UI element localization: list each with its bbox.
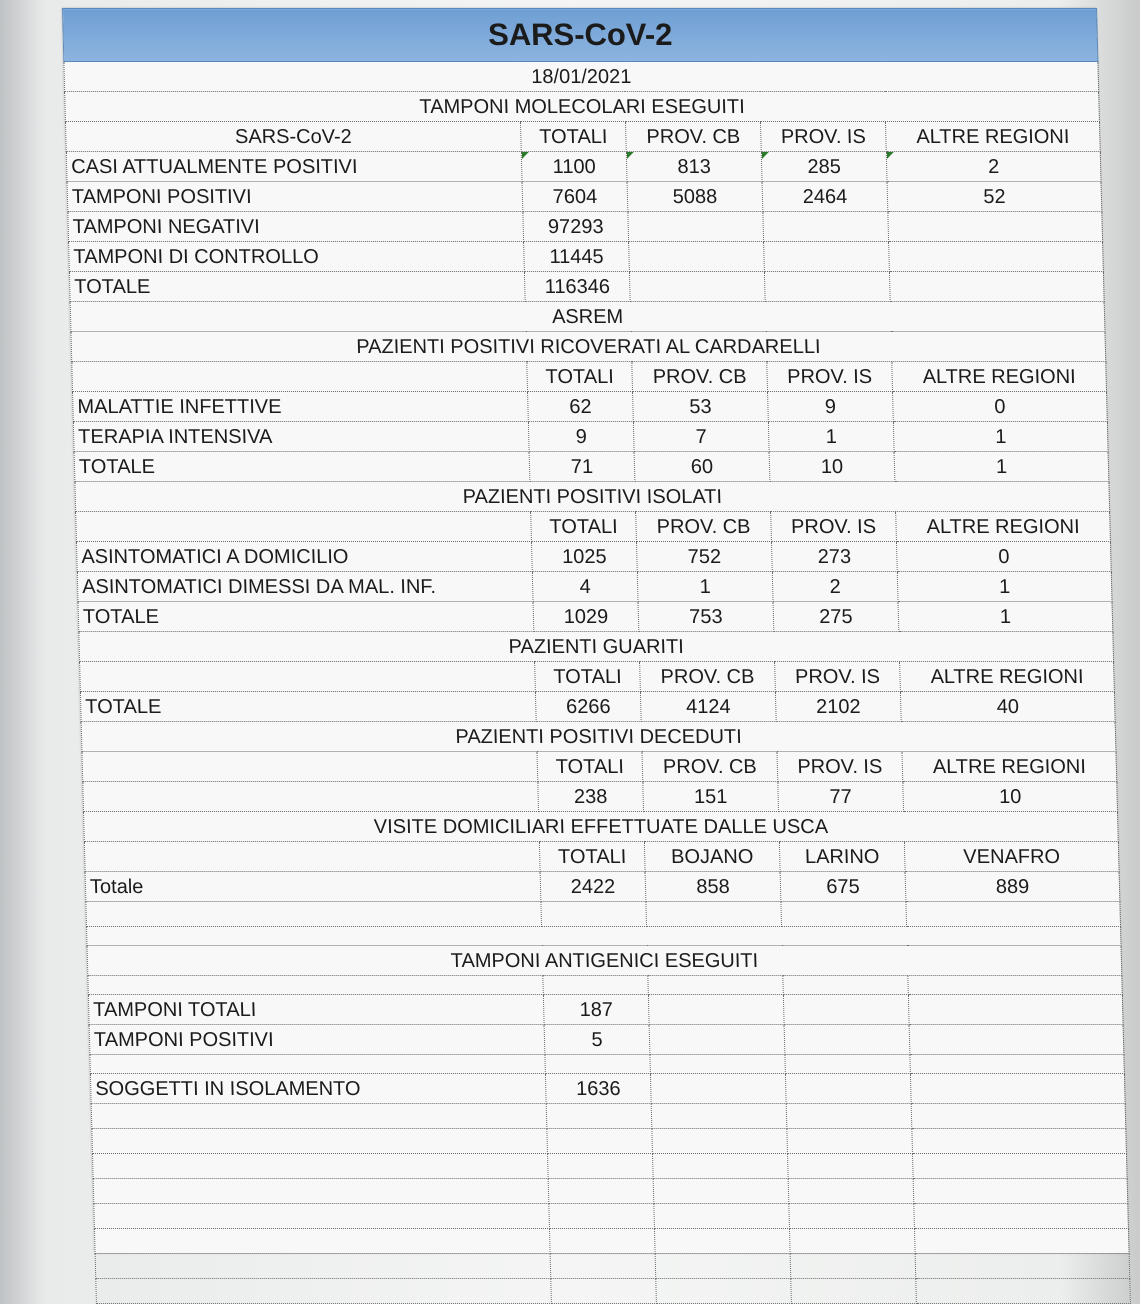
header-cell[interactable]: TOTALI <box>537 752 643 782</box>
row-label[interactable]: TAMPONI POSITIVI <box>67 182 523 212</box>
header-cell[interactable]: ALTRE REGIONI <box>902 752 1117 782</box>
table-row <box>89 1025 1124 1055</box>
header-cell[interactable]: TOTALI <box>531 512 637 542</box>
value-cell[interactable]: 1029 <box>533 602 639 632</box>
isolati-header-row <box>76 512 1111 542</box>
value-cell[interactable]: 1 <box>893 422 1108 452</box>
empty-row <box>90 1055 1125 1074</box>
cardarelli-heading[interactable]: PAZIENTI POSITIVI RICOVERATI AL CARDARELLI <box>71 332 1106 362</box>
empty-cell[interactable] <box>96 1279 552 1304</box>
empty-cell[interactable] <box>786 1104 912 1129</box>
header-cell[interactable]: PROV. CB <box>625 122 761 152</box>
value-cell[interactable]: 116346 <box>524 272 630 302</box>
header-cell[interactable]: ALTRE REGIONI <box>892 362 1107 392</box>
guariti-header-row <box>80 662 1115 692</box>
empty-cell[interactable] <box>910 1074 1125 1104</box>
value-cell[interactable] <box>764 272 890 302</box>
empty-cell[interactable] <box>87 927 1122 946</box>
empty-cell[interactable] <box>912 1129 1127 1154</box>
header-cell[interactable]: BOJANO <box>644 842 780 872</box>
empty-cell[interactable] <box>547 1154 653 1179</box>
empty-cell[interactable] <box>915 1254 1130 1279</box>
table-row <box>68 212 1103 242</box>
empty-cell[interactable] <box>783 976 908 995</box>
empty-cell[interactable] <box>910 1055 1125 1074</box>
empty-cell[interactable] <box>788 1179 914 1204</box>
empty-cell[interactable] <box>653 1179 789 1204</box>
value-cell[interactable]: 813 <box>626 152 762 182</box>
value-cell[interactable]: 187 <box>543 995 649 1025</box>
value-cell[interactable] <box>629 272 765 302</box>
empty-cell[interactable] <box>547 1129 653 1154</box>
usca-header-row <box>84 842 1119 872</box>
table-row <box>73 392 1108 422</box>
empty-cell[interactable] <box>545 1055 650 1074</box>
empty-cell[interactable] <box>651 1104 787 1129</box>
empty-row <box>94 1229 1129 1254</box>
empty-cell[interactable] <box>784 1025 910 1055</box>
empty-cell[interactable] <box>650 1055 785 1074</box>
table-row <box>66 152 1101 182</box>
header-cell[interactable] <box>72 362 528 392</box>
header-cell[interactable]: TOTALI <box>535 662 641 692</box>
sars-cov2-report-table <box>62 8 1131 1304</box>
empty-cell[interactable] <box>652 1129 788 1154</box>
empty-row <box>94 1204 1129 1229</box>
molecolari-heading[interactable]: TAMPONI MOLECOLARI ESEGUITI <box>65 92 1100 122</box>
table-row <box>88 995 1123 1025</box>
header-cell[interactable]: TOTALI <box>527 362 633 392</box>
value-cell[interactable]: 753 <box>638 602 774 632</box>
empty-cell[interactable] <box>914 1229 1129 1254</box>
empty-cell[interactable] <box>908 995 1123 1025</box>
value-cell[interactable]: 2464 <box>762 182 888 212</box>
value-cell[interactable] <box>888 212 1103 242</box>
header-cell[interactable]: PROV. IS <box>767 362 893 392</box>
row-label[interactable]: TOTALE <box>69 272 525 302</box>
usca-heading[interactable]: VISITE DOMICILIARI EFFETTUATE DALLE USCA <box>84 812 1119 842</box>
empty-cell[interactable] <box>655 1254 791 1279</box>
empty-cell[interactable] <box>93 1179 549 1204</box>
header-cell[interactable]: PROV. CB <box>640 662 776 692</box>
value-cell[interactable]: 7604 <box>522 182 628 212</box>
value-cell[interactable]: 1 <box>894 452 1109 482</box>
row-label[interactable]: MALATTIE INFETTIVE <box>73 392 529 422</box>
empty-cell[interactable] <box>908 976 1123 995</box>
header-cell[interactable]: ALTRE REGIONI <box>896 512 1111 542</box>
value-cell[interactable]: 6266 <box>535 692 641 722</box>
report-date[interactable]: 18/01/2021 <box>64 62 1099 92</box>
value-cell[interactable]: 10 <box>769 452 895 482</box>
empty-cell[interactable] <box>785 1074 911 1104</box>
header-cell[interactable]: PROV. IS <box>777 752 903 782</box>
value-cell[interactable] <box>764 242 890 272</box>
row-label[interactable]: TAMPONI NEGATIVI <box>68 212 524 242</box>
table-row <box>74 452 1109 482</box>
value-cell[interactable]: 11445 <box>524 242 630 272</box>
row-label[interactable]: TAMPONI DI CONTROLLO <box>69 242 525 272</box>
empty-cell[interactable] <box>88 976 543 995</box>
empty-cell[interactable] <box>911 1104 1126 1129</box>
empty-cell[interactable] <box>913 1179 1128 1204</box>
empty-cell[interactable] <box>656 1279 792 1304</box>
empty-cell[interactable] <box>791 1279 917 1304</box>
header-cell[interactable]: PROV. CB <box>636 512 772 542</box>
row-label[interactable]: TERAPIA INTENSIVA <box>73 422 529 452</box>
empty-cell[interactable] <box>91 1104 547 1129</box>
guariti-heading[interactable]: PAZIENTI GUARITI <box>79 632 1114 662</box>
table-row <box>77 572 1112 602</box>
empty-cell[interactable] <box>92 1129 548 1154</box>
value-cell[interactable]: 5088 <box>627 182 763 212</box>
empty-cell[interactable] <box>909 1025 1124 1055</box>
value-cell[interactable] <box>629 242 765 272</box>
empty-cell[interactable] <box>916 1279 1131 1304</box>
empty-cell[interactable] <box>86 902 542 927</box>
value-cell[interactable] <box>763 212 889 242</box>
empty-cell[interactable] <box>649 1025 785 1055</box>
header-cell[interactable]: SARS-CoV-2 <box>65 122 521 152</box>
asrem-label[interactable]: ASREM <box>70 302 1105 332</box>
value-cell[interactable]: 52 <box>887 182 1102 212</box>
value-cell[interactable]: 1025 <box>531 542 637 572</box>
empty-cell[interactable] <box>906 902 1121 927</box>
cardarelli-header-row <box>72 362 1107 392</box>
spreadsheet <box>62 8 1129 1253</box>
header-cell[interactable]: TOTALI <box>539 842 645 872</box>
value-cell[interactable] <box>889 272 1104 302</box>
empty-row <box>87 927 1122 946</box>
header-cell[interactable]: PROV. IS <box>760 122 886 152</box>
empty-cell[interactable] <box>550 1254 656 1279</box>
value-cell[interactable]: 9 <box>768 392 894 422</box>
empty-row <box>93 1179 1128 1204</box>
table-row <box>69 242 1104 272</box>
deceduti-heading[interactable]: PAZIENTI POSITIVI DECEDUTI <box>81 722 1116 752</box>
header-cell[interactable] <box>76 512 532 542</box>
empty-row <box>86 902 1121 927</box>
isolati-heading[interactable]: PAZIENTI POSITIVI ISOLATI <box>75 482 1110 512</box>
empty-cell[interactable] <box>546 1104 652 1129</box>
antigenici-heading[interactable]: TAMPONI ANTIGENICI ESEGUITI <box>87 946 1122 976</box>
row-label[interactable]: SOGGETTI IN ISOLAMENTO <box>90 1074 546 1104</box>
value-cell[interactable]: 4124 <box>640 692 776 722</box>
empty-cell[interactable] <box>646 902 782 927</box>
value-cell[interactable]: 2102 <box>775 692 901 722</box>
value-cell[interactable]: 77 <box>778 782 904 812</box>
value-cell[interactable]: 7 <box>633 422 769 452</box>
table-row <box>67 182 1102 212</box>
value-cell[interactable]: 1 <box>637 572 773 602</box>
report-title[interactable]: SARS-CoV-2 <box>63 9 1098 62</box>
table-row <box>73 422 1108 452</box>
value-cell[interactable]: 752 <box>636 542 772 572</box>
header-cell[interactable]: PROV. IS <box>775 662 901 692</box>
empty-cell[interactable] <box>787 1154 913 1179</box>
row-label[interactable]: ASINTOMATICI A DOMICILIO <box>76 542 532 572</box>
empty-row <box>92 1154 1127 1179</box>
value-cell[interactable]: 273 <box>771 542 897 572</box>
empty-cell[interactable] <box>549 1229 655 1254</box>
empty-cell[interactable] <box>789 1229 915 1254</box>
value-cell[interactable] <box>889 242 1104 272</box>
empty-cell[interactable] <box>781 902 907 927</box>
value-cell[interactable]: 889 <box>905 872 1120 902</box>
table-row <box>80 692 1115 722</box>
header-cell[interactable]: PROV. CB <box>642 752 778 782</box>
value-cell[interactable]: 275 <box>773 602 899 632</box>
value-cell[interactable]: 2 <box>772 572 898 602</box>
table-row <box>83 782 1118 812</box>
value-cell[interactable]: 1 <box>897 572 1112 602</box>
row-label[interactable]: TOTALE <box>78 602 534 632</box>
header-cell[interactable]: PROV. CB <box>632 362 768 392</box>
value-cell[interactable]: 858 <box>645 872 781 902</box>
header-cell[interactable]: ALTRE REGIONI <box>900 662 1115 692</box>
row-label[interactable]: Totale <box>85 872 541 902</box>
empty-cell[interactable] <box>541 902 647 927</box>
empty-cell[interactable] <box>648 976 783 995</box>
row-label[interactable]: CASI ATTUALMENTE POSITIVI <box>66 152 522 182</box>
empty-row <box>96 1279 1131 1304</box>
value-cell[interactable]: 53 <box>633 392 769 422</box>
empty-row <box>88 976 1123 995</box>
value-cell[interactable]: 238 <box>538 782 644 812</box>
empty-cell[interactable] <box>549 1204 655 1229</box>
header-cell[interactable] <box>84 842 540 872</box>
value-cell[interactable]: 62 <box>528 392 634 422</box>
empty-cell[interactable] <box>654 1229 790 1254</box>
value-cell[interactable]: 2 <box>886 152 1101 182</box>
empty-cell[interactable] <box>912 1154 1127 1179</box>
header-cell[interactable]: LARINO <box>779 842 905 872</box>
header-cell[interactable]: TOTALI <box>520 122 626 152</box>
value-cell[interactable]: 40 <box>900 692 1115 722</box>
value-cell[interactable]: 60 <box>634 452 770 482</box>
value-cell[interactable]: 1 <box>768 422 894 452</box>
table-row <box>69 272 1104 302</box>
value-cell[interactable]: 0 <box>896 542 1111 572</box>
value-cell[interactable]: 71 <box>529 452 635 482</box>
empty-cell[interactable] <box>95 1254 551 1279</box>
row-label[interactable]: TOTALE <box>74 452 530 482</box>
empty-cell[interactable] <box>551 1279 657 1304</box>
deceduti-header-row <box>82 752 1117 782</box>
value-cell[interactable]: 9 <box>528 422 634 452</box>
empty-cell[interactable] <box>789 1204 915 1229</box>
empty-cell[interactable] <box>654 1204 790 1229</box>
value-cell[interactable]: 2422 <box>540 872 646 902</box>
value-cell[interactable]: 97293 <box>523 212 629 242</box>
table-row <box>90 1074 1125 1104</box>
empty-row <box>95 1254 1130 1279</box>
empty-cell[interactable] <box>790 1254 916 1279</box>
row-label[interactable]: TAMPONI TOTALI <box>88 995 544 1025</box>
header-cell[interactable]: ALTRE REGIONI <box>885 122 1100 152</box>
empty-cell[interactable] <box>650 1074 786 1104</box>
empty-cell[interactable] <box>787 1129 913 1154</box>
empty-cell[interactable] <box>90 1055 545 1074</box>
header-cell[interactable]: PROV. IS <box>771 512 897 542</box>
header-cell[interactable] <box>82 752 538 782</box>
empty-cell[interactable] <box>785 1055 910 1074</box>
value-cell[interactable]: 10 <box>903 782 1118 812</box>
empty-cell[interactable] <box>652 1154 788 1179</box>
value-cell[interactable]: 1100 <box>521 152 627 182</box>
value-cell[interactable]: 151 <box>643 782 779 812</box>
value-cell[interactable]: 0 <box>893 392 1108 422</box>
empty-cell[interactable] <box>783 995 909 1025</box>
molecolari-header-row <box>65 122 1100 152</box>
row-label[interactable]: TOTALE <box>80 692 536 722</box>
value-cell[interactable]: 1636 <box>545 1074 651 1104</box>
row-label[interactable]: TAMPONI POSITIVI <box>89 1025 545 1055</box>
empty-cell[interactable] <box>543 976 648 995</box>
table-row <box>78 602 1113 632</box>
value-cell[interactable] <box>628 212 764 242</box>
row-label[interactable] <box>83 782 539 812</box>
table-row <box>76 542 1111 572</box>
value-cell[interactable]: 5 <box>544 1025 650 1055</box>
empty-cell[interactable] <box>914 1204 1129 1229</box>
empty-cell[interactable] <box>92 1154 548 1179</box>
empty-row <box>91 1104 1126 1129</box>
empty-row <box>92 1129 1127 1154</box>
empty-cell[interactable] <box>548 1179 654 1204</box>
empty-cell[interactable] <box>94 1229 550 1254</box>
row-label[interactable]: ASINTOMATICI DIMESSI DA MAL. INF. <box>77 572 533 602</box>
value-cell[interactable]: 285 <box>761 152 887 182</box>
empty-cell[interactable] <box>94 1204 550 1229</box>
empty-cell[interactable] <box>648 995 784 1025</box>
header-cell[interactable] <box>80 662 536 692</box>
header-cell[interactable]: VENAFRO <box>904 842 1119 872</box>
value-cell[interactable]: 675 <box>780 872 906 902</box>
value-cell[interactable]: 4 <box>532 572 638 602</box>
value-cell[interactable]: 1 <box>898 602 1113 632</box>
table-row <box>85 872 1120 902</box>
